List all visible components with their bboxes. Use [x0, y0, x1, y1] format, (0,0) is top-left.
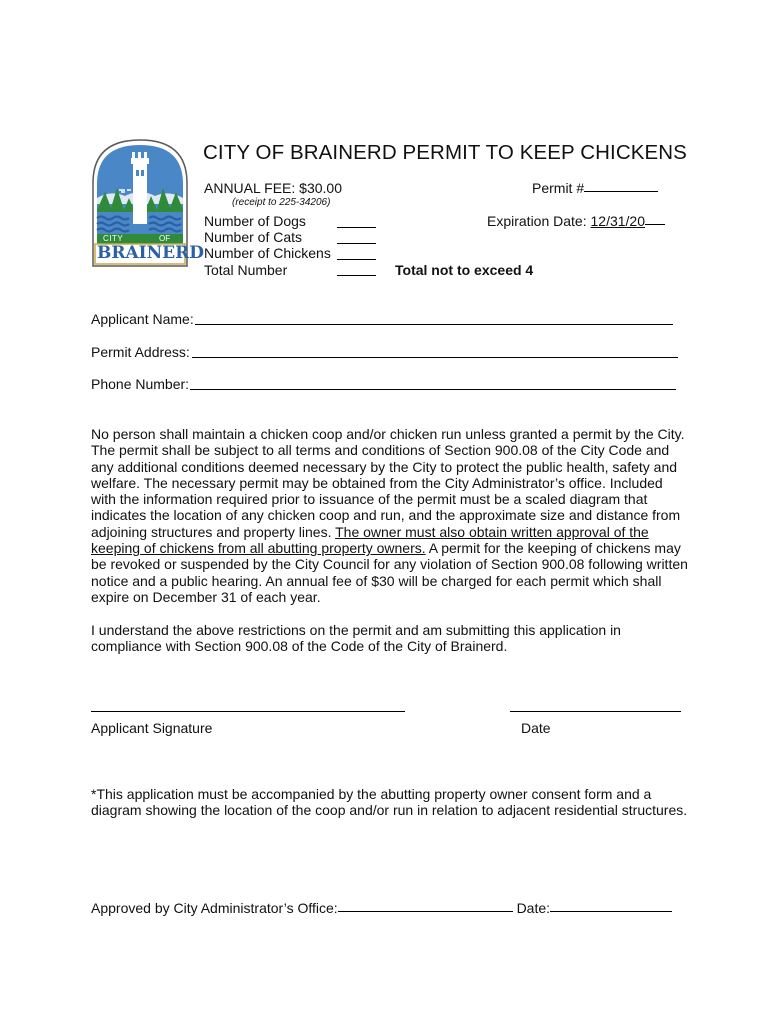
permit-address-input[interactable]	[192, 357, 678, 358]
applicant-name-input[interactable]	[195, 324, 673, 325]
dogs-input[interactable]	[337, 227, 376, 228]
logo-name: BRAINERD	[97, 243, 205, 263]
applicant-signature-line[interactable]	[91, 711, 405, 712]
permit-number-label: Permit #	[532, 180, 585, 196]
total-label: Total Number	[204, 262, 288, 278]
receipt-note: (receipt to 225-34206)	[232, 197, 331, 208]
signature-date-label: Date	[521, 720, 551, 736]
approval-field[interactable]	[91, 900, 672, 916]
total-limit-note: Total not to exceed 4	[395, 262, 534, 278]
signature-date-line[interactable]	[510, 711, 681, 712]
terms-text-b: A permit for the keeping of chickens may be revoked or suspended by the City Council for any violation of Section 900.08 following written notice and a public hearing. An annual fee of $30 will be charged for each permit which shall expire on December 31 of each year.	[91, 540, 688, 605]
dogs-label: Number of Dogs	[204, 213, 306, 229]
chickens-label: Number of Chickens	[204, 245, 331, 261]
cats-label: Number of Cats	[204, 229, 303, 245]
logo-city-word: CITY	[103, 234, 124, 243]
page-title: CITY OF BRAINERD PERMIT TO KEEP CHICKENS	[203, 141, 687, 164]
applicant-name-label: Applicant Name:	[91, 311, 194, 327]
terms-text-a: No person shall maintain a chicken coop and/or chicken run unless granted a permit by the City. The permit shall be subject to all terms and conditions of Section 900.08 of the City Code and any additional conditions deemed necessary by the City to protect the public health, safety and welfare. The necessary permit may be obtained from the City Administrator’s office. Included with the information required prior to issuance of the permit must be a scaled diagram that indicates the location of any chicken coop and run, and the approximate size and distance from adjoining structures and property lines.	[91, 426, 685, 540]
expiration-date-value: 12/31/20	[590, 213, 645, 229]
approval-date-label: Date:	[516, 900, 551, 916]
phone-number-input[interactable]	[190, 389, 676, 390]
applicant-signature-label: Applicant Signature	[91, 720, 213, 736]
logo-of-word: OF	[159, 234, 171, 243]
terms-paragraph	[91, 426, 691, 605]
phone-number-label: Phone Number:	[91, 376, 190, 392]
cats-input[interactable]	[337, 243, 376, 244]
permit-number-field[interactable]	[532, 180, 658, 196]
expiration-date-label: Expiration Date:	[487, 213, 591, 229]
city-logo	[91, 138, 205, 268]
approval-label: Approved by City Administrator’s Office:	[91, 900, 338, 916]
terms-text-underlined: The owner must also obtain written approval of the keeping of chickens from all abutting property owners.	[91, 523, 649, 557]
permit-address-label: Permit Address:	[91, 344, 190, 360]
total-input[interactable]	[337, 275, 376, 276]
footnote: *This application must be accompanied by the abutting property owner consent form and a diagram showing the location of the coop and/or run in relation to adjacent residential structures.	[91, 786, 688, 819]
expiration-date-field	[487, 213, 665, 229]
acknowledgement-paragraph: I understand the above restrictions on the permit and am submitting this application in compliance with Section 900.08 of the Code of the City of Brainerd.	[91, 622, 621, 655]
chickens-input[interactable]	[337, 259, 376, 260]
annual-fee: ANNUAL FEE: $30.00	[204, 180, 342, 196]
